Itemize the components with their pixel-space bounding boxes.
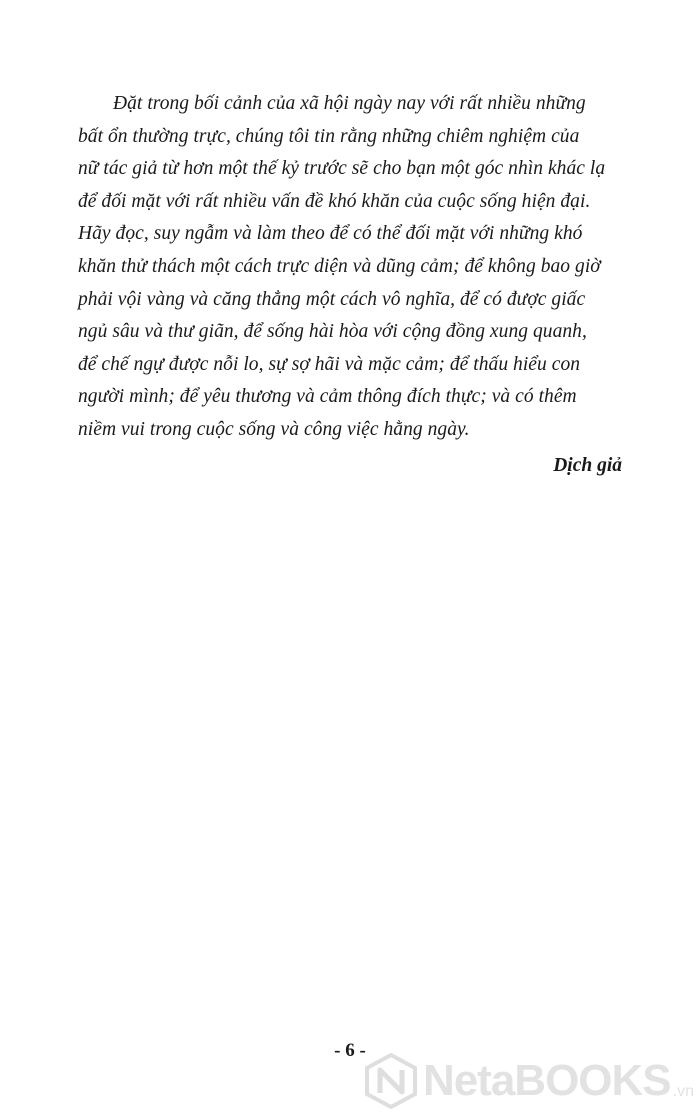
paragraph-line: niềm vui trong cuộc sống và công việc hằng ngày. <box>78 418 470 440</box>
paragraph-line: phải vội vàng và căng thẳng một cách vô nghĩa, để có được giấc <box>78 288 586 310</box>
paragraph-line: Hãy đọc, suy ngẫm và làm theo để có thể đối mặt với những khó <box>78 223 583 245</box>
translator-note-paragraph <box>78 88 638 447</box>
signature-translator: Dịch giả <box>553 455 622 476</box>
paragraph-line: để chế ngự được nỗi lo, sự sợ hãi và mặc cảm; để thấu hiểu con <box>78 353 581 375</box>
paragraph-line: ngủ sâu và thư giãn, để sống hài hòa với cộng đồng xung quanh, <box>78 321 587 343</box>
paragraph-line: khăn thử thách một cách trực diện và dũng cảm; để không bao giờ <box>78 255 601 277</box>
paragraph-line: Đặt trong bối cảnh của xã hội ngày nay với rất nhiều những <box>113 93 586 114</box>
watermark-suffix: .vn <box>672 1083 694 1100</box>
paragraph-line: bất ổn thường trực, chúng tôi tin rằng những chiêm nghiệm của <box>78 125 580 147</box>
paragraph-line: người mình; để yêu thương và cảm thông đích thực; và có thêm <box>78 386 577 408</box>
paragraph-line: để đối mặt với rất nhiều vấn đề khó khăn của cuộc sống hiện đại. <box>78 190 591 212</box>
netabooks-watermark <box>365 1051 694 1111</box>
watermark-brand: NetaBOOKS <box>422 1056 671 1105</box>
netabooks-logo-icon <box>365 1053 417 1109</box>
page-number: - 6 - <box>334 1040 366 1061</box>
paragraph-line: nữ tác giả từ hơn một thế kỷ trước sẽ cho bạn một góc nhìn khác lạ <box>78 158 606 180</box>
